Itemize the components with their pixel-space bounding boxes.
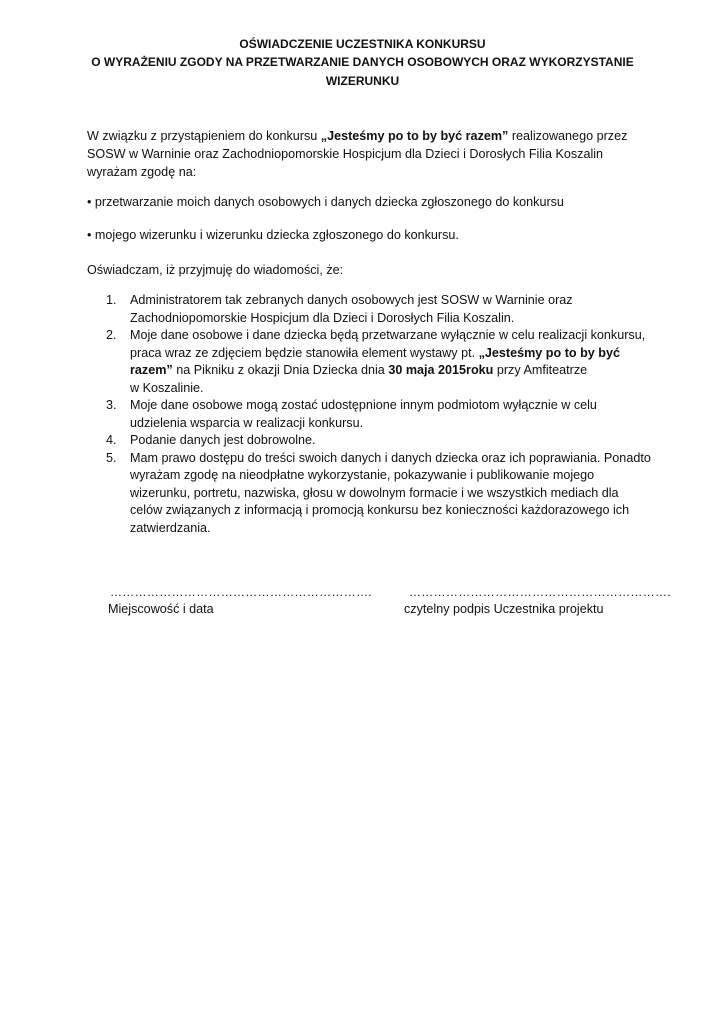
list-item-text: w Koszalinie. bbox=[130, 380, 204, 395]
list-item-text: Moje dane osobowe mogą zostać udostępnione innym podmiotom wyłącznie w celu udzielenia wsparcia w realizacji konkursu. bbox=[130, 398, 597, 430]
signature-label: czytelny podpis Uczestnika projektu bbox=[404, 602, 604, 616]
list-item bbox=[106, 292, 651, 327]
declaration-list bbox=[106, 292, 651, 537]
place-date-label: Miejscowość i data bbox=[108, 602, 214, 616]
intro-text-before: W związku z przystąpieniem do konkursu bbox=[87, 129, 321, 143]
list-item-text: Administratorem tak zebranych danych osobowych jest SOSW w Warninie oraz Zachodniopomorskie Hospicjum dla Dzieci i Dorosłych Filia Koszalin. bbox=[130, 293, 573, 325]
list-item-number: 1. bbox=[106, 293, 117, 307]
list-item bbox=[106, 450, 651, 538]
list-item-number: 5. bbox=[106, 450, 117, 465]
list-item-text: Podanie danych jest dobrowolne. bbox=[130, 433, 316, 447]
place-date-line: ………………………………………………………. bbox=[110, 585, 372, 599]
document-title-line-3: WIZERUNKU bbox=[325, 74, 400, 88]
signature-line: ………………………………………………………. bbox=[409, 585, 671, 599]
declaration-statement: Oświadczam, iż przyjmuję do wiadomości, że: bbox=[87, 263, 344, 277]
list-item-number: 2. bbox=[106, 328, 117, 342]
event-date: 30 maja 2015roku bbox=[388, 363, 494, 377]
intro-text-after: realizowanego przez SOSW w Warninie oraz Zachodniopomorskie Hospicjum dla Dzieci i Dorosłych Filia Koszalin wyrażam zgodę na: bbox=[87, 129, 628, 179]
list-item-number: 3. bbox=[106, 398, 117, 412]
list-item bbox=[106, 397, 651, 432]
exhibition-name: „Jesteśmy po to by być razem” bbox=[130, 345, 620, 377]
list-item bbox=[106, 327, 651, 397]
document-title-line-2: O WYRAŻENIU ZGODY NA PRZETWARZANIE DANYCH OSOBOWYCH ORAZ WYKORZYSTANIE bbox=[91, 55, 634, 69]
consent-bullet-image: • mojego wizerunku i wizerunku dziecka zgłoszonego do konkursu. bbox=[87, 228, 459, 242]
contest-name: „Jesteśmy po to by być razem” bbox=[320, 129, 509, 143]
document-title-line-1: OŚWIADCZENIE UCZESTNIKA KONKURSU bbox=[239, 37, 486, 51]
list-item bbox=[106, 432, 651, 450]
intro-paragraph bbox=[87, 127, 652, 181]
list-item-text: przy Amfiteatrze bbox=[493, 363, 588, 377]
list-item-text: na Pikniku z okazji Dnia Dziecka dnia bbox=[172, 363, 389, 377]
consent-bullet-data: • przetwarzanie moich danych osobowych i danych dziecka zgłoszonego do konkursu bbox=[87, 195, 564, 209]
list-item-text: Mam prawo dostępu do treści swoich danych i danych dziecka oraz ich poprawiania. Ponadto wyrażam zgodę na nieodpłatne wykorzystanie, pokazywanie i publikowanie mojego wizerunku, portretu, nazwiska, głosu w dowolnym formacie i we wszystkich mediach dla celów związanych z informacją i promocją konkursu bez konieczności każdorazowego ich zatwierdzania. bbox=[130, 450, 651, 535]
list-item-number: 4. bbox=[106, 433, 117, 447]
list-item-text: Moje dane osobowe i dane dziecka będą przetwarzane wyłącznie w celu realizacji konkursu, praca wraz ze zdjęciem będzie stanowiła element wystawy pt. bbox=[130, 328, 646, 360]
